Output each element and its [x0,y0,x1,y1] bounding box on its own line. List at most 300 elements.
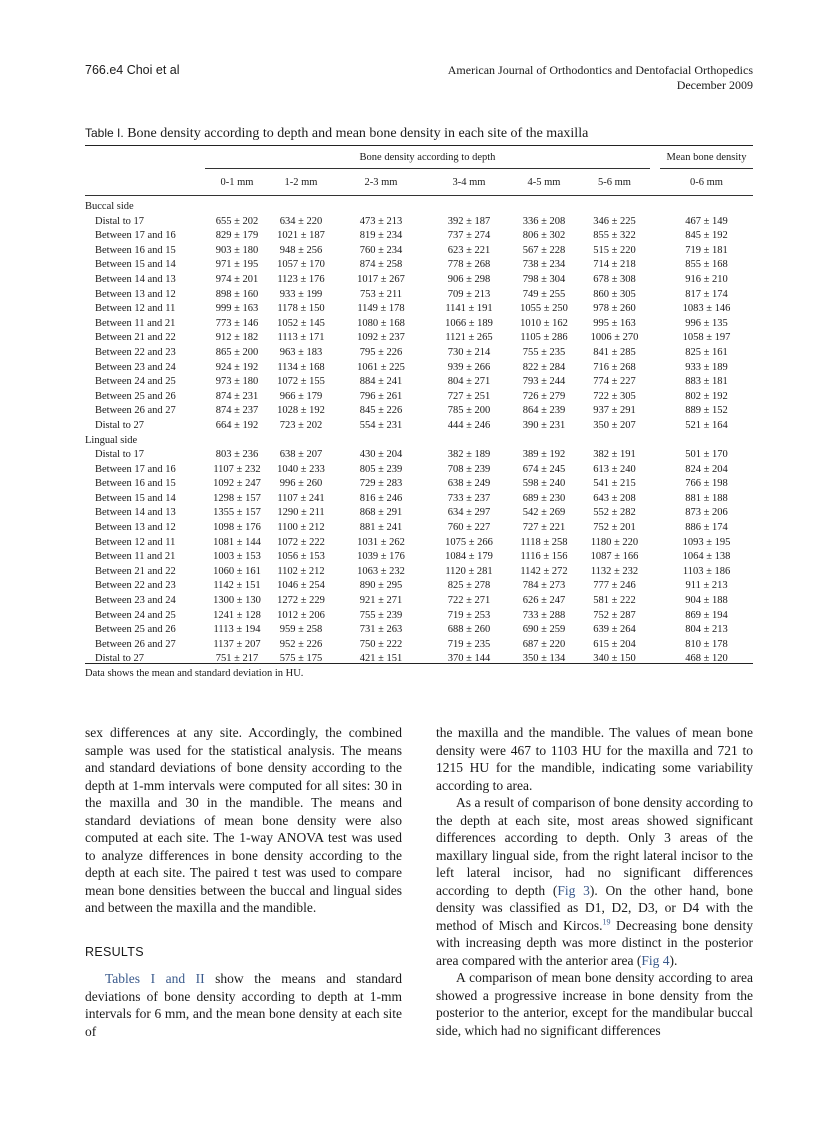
depth-value-cell: 1272 ± 229 [277,595,325,607]
depth-value-cell: 864 ± 239 [522,405,566,417]
depth-value-cell: 515 ± 220 [593,244,636,256]
depth-value-cell: 1010 ± 162 [520,317,568,329]
column-gap [650,550,660,565]
depth-value-cell: 819 ± 234 [359,230,403,242]
column-gap [650,463,660,478]
depth-value-cell: 719 ± 253 [447,609,491,621]
depth-value-cell: 689 ± 230 [522,492,566,504]
table-row [85,375,753,390]
depth-value-cell: 340 ± 150 [593,653,636,665]
table-row [85,288,753,303]
depth-value-cell: 690 ± 259 [522,624,566,636]
depth-value-cell: 959 ± 258 [279,624,323,636]
results-paragraph [85,970,402,1040]
depth-value-cell: 655 ± 202 [215,215,259,227]
depth-value-cell: 350 ± 134 [522,653,566,665]
column-gap [650,492,660,507]
reference-19-link[interactable]: 19 [602,917,611,926]
depth-value-cell: 1107 ± 241 [277,492,325,504]
site-cell: Between 13 and 12 [95,522,176,534]
depth-value-cell: 795 ± 226 [359,346,403,358]
depth-value-cell: 723 ± 202 [279,419,323,431]
results-continued-paragraph: the maxilla and the mandible. The values of mean bone density were 467 to 1103 HU for the maxilla and 721 to 1215 HU for the mandible, indicating some variability according to area. [436,725,753,793]
depth-value-cell: 613 ± 240 [593,463,636,475]
depth-value-cell: 1075 ± 266 [445,536,493,548]
mean-value-cell: 766 ± 198 [685,478,728,490]
depth-value-cell: 1123 ± 176 [277,273,325,285]
col-header-0-6: 0-6 mm [690,177,723,188]
mean-value-cell: 1064 ± 138 [682,551,731,563]
depth-value-cell: 1084 ± 179 [445,551,493,563]
column-gap [650,346,660,361]
depth-value-cell: 634 ± 297 [447,507,491,519]
col-header-5-6: 5-6 mm [598,177,631,188]
depth-value-cell: 688 ± 260 [447,624,491,636]
site-cell: Between 15 and 14 [95,492,176,504]
column-gap [650,638,660,653]
depth-value-cell: 939 ± 266 [447,361,491,373]
column-gap [650,565,660,580]
depth-value-cell: 1063 ± 232 [357,565,405,577]
depth-value-cell: 1031 ± 262 [357,536,405,548]
table-top-rule [85,145,753,146]
column-gap [650,594,660,609]
depth-value-cell: 884 ± 241 [359,376,403,388]
depth-value-cell: 1355 ± 157 [213,507,261,519]
depth-value-cell: 1055 ± 250 [520,303,568,315]
depth-value-cell: 995 ± 163 [593,317,636,329]
depth-value-cell: 1039 ± 176 [357,551,405,563]
table-row [85,419,753,434]
depth-value-cell: 1072 ± 155 [277,376,325,388]
depth-value-cell: 1060 ± 161 [213,565,261,577]
depth-value-cell: 760 ± 234 [359,244,403,256]
depth-value-cell: 1092 ± 237 [357,332,405,344]
depth-value-cell: 541 ± 215 [593,478,636,490]
depth-value-cell: 924 ± 192 [215,361,259,373]
depth-value-cell: 554 ± 231 [359,419,403,431]
mean-value-cell: 817 ± 174 [685,288,728,300]
depth-value-cell: 798 ± 304 [522,273,566,285]
mean-value-cell: 845 ± 192 [685,230,728,242]
depth-value-cell: 777 ± 246 [593,580,636,592]
depth-value-cell: 937 ± 291 [593,405,636,417]
site-cell: Between 17 and 16 [95,463,176,475]
mean-value-cell: 810 ± 178 [685,638,728,650]
depth-value-cell: 822 ± 284 [522,361,566,373]
column-gap [650,229,660,244]
depth-value-cell: 1052 ± 145 [277,317,325,329]
depth-value-cell: 733 ± 288 [522,609,566,621]
table-row [85,652,753,667]
depth-value-cell: 390 ± 231 [522,419,566,431]
depth-value-cell: 638 ± 249 [447,478,491,490]
depth-value-cell: 615 ± 204 [593,638,636,650]
depth-value-cell: 552 ± 282 [593,507,636,519]
mean-value-cell: 881 ± 188 [685,492,728,504]
mean-value-cell: 904 ± 188 [685,595,728,607]
depth-value-cell: 714 ± 218 [593,259,636,271]
group-header-depth: Bone density according to depth [359,152,496,163]
depth-value-cell: 1046 ± 254 [277,580,325,592]
running-header-right [448,63,753,93]
table-row [85,550,753,565]
results-text: show the means and standard deviations of bone density according to depth at 1-mm intervals for 6 mm, and the mean bone density at each site of [85,971,402,1039]
body-column-right [436,724,753,1039]
table-row [85,390,753,405]
depth-value-cell: 1017 ± 267 [357,273,405,285]
depth-value-cell: 1105 ± 286 [520,332,568,344]
column-gap [650,419,660,434]
depth-value-cell: 473 ± 213 [359,215,403,227]
section-label: Buccal side [85,201,134,212]
depth-value-cell: 755 ± 235 [522,346,566,358]
depth-value-cell: 1132 ± 232 [590,565,639,577]
col-header-2-3: 2-3 mm [364,177,398,188]
depth-value-cell: 708 ± 239 [447,463,491,475]
depth-value-cell: 806 ± 302 [522,230,566,242]
depth-value-cell: 971 ± 195 [215,259,259,271]
depth-value-cell: 1092 ± 247 [213,478,261,490]
depth-value-cell: 785 ± 200 [447,405,491,417]
depth-value-cell: 1113 ± 194 [213,624,261,636]
depth-value-cell: 346 ± 225 [593,215,636,227]
table-row [85,215,753,230]
depth-value-cell: 774 ± 227 [593,376,636,388]
running-header-left: 766.e4 Choi et al [85,63,180,77]
depth-value-cell: 868 ± 291 [359,507,403,519]
depth-value-cell: 966 ± 179 [279,390,323,402]
depth-value-cell: 974 ± 201 [215,273,259,285]
site-cell: Between 11 and 21 [95,317,176,329]
depth-value-cell: 733 ± 237 [447,492,491,504]
depth-value-cell: 784 ± 273 [522,580,566,592]
depth-value-cell: 999 ± 163 [215,303,259,315]
depth-value-cell: 903 ± 180 [215,244,259,256]
site-cell: Between 15 and 14 [95,259,176,271]
results-heading: RESULTS [85,944,144,959]
table-row [85,448,753,463]
depth-value-cell: 753 ± 211 [359,288,403,300]
methods-paragraph: sex differences at any site. Accordingly, the combined sample was used for the statistical analysis. The means and standard deviations of bone density according to the depth at 1-mm intervals were computed for all sites: 30 in the maxilla and 30 in the mandible. The means and standard deviations of mean bone density were also computed at each site. The 1-way ANOVA test was used to analyze differences in bone density according to the depth at each site. The paired t test was used to compare mean bone densities between the buccal and lingual sides and between the maxilla and the mandible. [85,725,402,915]
col-header-1-2: 1-2 mm [284,177,318,188]
depth-value-cell: 1006 ± 270 [590,332,639,344]
table-row [85,258,753,273]
depth-value-cell: 382 ± 191 [593,449,636,461]
depth-value-cell: 421 ± 151 [359,653,403,665]
table-row [85,361,753,376]
table-label: Table I. [85,126,124,140]
mean-value-cell: 911 ± 213 [685,580,728,592]
site-cell: Between 25 and 26 [95,390,176,402]
journal-name: American Journal of Orthodontics and Dentofacial Orthopedics [447,63,753,77]
table-row [85,565,753,580]
depth-value-cell: 382 ± 189 [447,449,491,461]
depth-value-cell: 825 ± 278 [447,580,491,592]
site-cell: Between 22 and 23 [95,580,176,592]
depth-comparison-paragraph [436,794,753,969]
depth-value-cell: 1118 ± 258 [520,536,568,548]
column-gap [650,244,660,259]
depth-value-cell: 542 ± 269 [522,507,566,519]
depth-value-cell: 1087 ± 166 [590,551,639,563]
depth-value-cell: 1012 ± 206 [277,609,325,621]
depth-value-cell: 755 ± 239 [359,609,403,621]
depth-value-cell: 643 ± 208 [593,492,636,504]
column-gap [650,579,660,594]
column-gap [650,536,660,551]
section-label: Lingual side [85,434,138,446]
depth-value-cell: 1298 ± 157 [213,492,261,504]
table-row [85,346,753,361]
table-title: Bone density according to depth and mean bone density in each site of the maxilla [127,126,589,141]
depth-value-cell: 738 ± 234 [522,259,566,271]
column-gap [650,521,660,536]
depth-value-cell: 749 ± 255 [522,288,566,300]
depth-value-cell: 1003 ± 153 [213,551,261,563]
depth-value-cell: 752 ± 201 [593,522,636,534]
table-row [85,638,753,653]
depth-value-cell: 1121 ± 265 [445,332,493,344]
table-row [85,521,753,536]
table-row [85,302,753,317]
table-row [85,579,753,594]
table-row [85,492,753,507]
mean-value-cell: 1058 ± 197 [682,332,731,344]
mean-value-cell: 855 ± 168 [685,259,728,271]
depth-value-cell: 793 ± 244 [522,376,566,388]
depth-value-cell: 726 ± 279 [522,390,566,402]
depth-value-cell: 678 ± 308 [593,273,636,285]
depth-value-cell: 1178 ± 150 [277,303,325,315]
depth-value-cell: 674 ± 245 [522,463,566,475]
table-row [85,594,753,609]
depth-value-cell: 874 ± 231 [215,390,259,402]
site-cell: Between 23 and 24 [95,361,176,373]
site-cell: Between 11 and 21 [95,551,176,563]
depth-value-cell: 805 ± 239 [359,463,403,475]
depth-value-cell: 1142 ± 272 [520,565,568,577]
site-cell: Between 24 and 25 [95,609,176,621]
table-row [85,609,753,624]
table-footnote: Data shows the mean and standard deviation in HU. [85,668,304,679]
table-bottom-rule [85,663,753,664]
column-gap [650,317,660,332]
depth-value-cell: 626 ± 247 [522,595,566,607]
bone-density-table [85,200,753,667]
mean-value-cell: 883 ± 181 [685,376,728,388]
mean-value-cell: 521 ± 164 [685,419,728,431]
column-gap [650,258,660,273]
depth-value-cell: 716 ± 268 [593,361,636,373]
depth-value-cell: 727 ± 251 [447,390,491,402]
depth-value-cell: 865 ± 200 [215,346,259,358]
site-cell: Between 13 and 12 [95,288,176,300]
table-row [85,463,753,478]
depth-value-cell: 973 ± 180 [215,376,259,388]
depth-value-cell: 1113 ± 171 [277,332,325,344]
column-gap [650,448,660,463]
depth-value-cell: 1149 ± 178 [357,303,405,315]
depth-value-cell: 860 ± 305 [593,288,636,300]
body-column-left [85,724,402,1040]
mean-value-cell: 802 ± 192 [685,390,728,402]
column-gap [650,609,660,624]
tables-link[interactable]: Tables I and II [105,971,205,986]
section-row [85,200,753,215]
depth-value-cell: 1241 ± 128 [213,609,261,621]
site-cell: Between 22 and 23 [95,346,176,358]
depth-value-cell: 912 ± 182 [215,332,259,344]
mean-value-cell: 996 ± 135 [685,317,728,329]
table-header-rule [85,195,753,196]
depth-value-cell: 796 ± 261 [359,390,403,402]
site-cell: Distal to 17 [95,215,144,227]
depth-value-cell: 874 ± 237 [215,405,259,417]
mean-value-cell: 1103 ± 186 [682,565,731,577]
column-gap [650,273,660,288]
col-header-3-4: 3-4 mm [452,177,486,188]
depth-value-cell: 750 ± 222 [359,638,403,650]
depth-value-cell: 687 ± 220 [522,638,566,650]
table-row [85,536,753,551]
site-cell: Between 26 and 27 [95,638,176,650]
depth-value-cell: 709 ± 213 [447,288,491,300]
site-cell: Between 16 and 15 [95,244,176,256]
depth-value-cell: 804 ± 271 [447,376,491,388]
site-cell: Between 24 and 25 [95,376,176,388]
depth-value-cell: 881 ± 241 [359,522,403,534]
area-comparison-paragraph: A comparison of mean bone density according to area showed a progressive increase in bone density from the posterior to the anterior, except for the mandibular buccal side, which had no significant differences [436,970,753,1038]
column-gap [650,288,660,303]
depth-value-cell: 731 ± 263 [359,624,403,636]
depth-value-cell: 906 ± 298 [447,273,491,285]
depth-value-cell: 1100 ± 212 [277,522,325,534]
depth-value-cell: 952 ± 226 [279,638,323,650]
site-cell: Distal to 17 [95,449,144,461]
site-cell: Distal to 27 [95,419,144,431]
site-cell: Between 14 and 13 [95,507,176,519]
col-header-4-5: 4-5 mm [527,177,561,188]
depth-value-cell: 874 ± 258 [359,259,403,271]
depth-value-cell: 719 ± 235 [447,638,491,650]
mean-value-cell: 1083 ± 146 [682,303,731,315]
depth-value-cell: 751 ± 217 [215,653,259,665]
depth-value-cell: 729 ± 283 [359,478,403,490]
depth-value-cell: 567 ± 228 [522,244,566,256]
column-gap [650,375,660,390]
site-cell: Between 26 and 27 [95,405,176,417]
table-row [85,229,753,244]
depth-value-cell: 1066 ± 189 [445,317,493,329]
site-cell: Between 12 and 11 [95,536,176,548]
mean-value-cell: 804 ± 213 [685,624,728,636]
depth-value-cell: 1142 ± 151 [213,580,261,592]
depth-value-cell: 664 ± 192 [215,419,259,431]
column-gap [650,477,660,492]
depth-value-cell: 581 ± 222 [593,595,636,607]
mean-value-cell: 468 ± 120 [685,653,728,665]
depth-value-cell: 392 ± 187 [447,215,491,227]
depth-value-cell: 598 ± 240 [522,478,566,490]
site-cell: Between 23 and 24 [95,595,176,607]
table-row [85,331,753,346]
mean-value-cell: 501 ± 170 [685,449,728,461]
depth-value-cell: 1102 ± 212 [277,565,325,577]
column-gap [650,623,660,638]
column-gap [650,215,660,230]
fig3-link[interactable]: Fig 3 [557,882,590,898]
depth-value-cell: 727 ± 221 [522,522,566,534]
group-header-mean: Mean bone density [666,152,747,163]
column-gap [650,390,660,405]
depth-value-cell: 978 ± 260 [593,303,636,315]
mean-value-cell: 916 ± 210 [685,273,728,285]
depth-value-cell: 963 ± 183 [279,346,323,358]
fig4-link[interactable]: Fig 4 [641,952,670,968]
depth-value-cell: 1057 ± 170 [277,259,325,271]
depth-value-cell: 752 ± 287 [593,609,636,621]
paragraph-text: Decreasing bone density with increasing depth was more distinct in the posterior area compared with the anterior area ( [436,917,753,968]
depth-value-cell: 933 ± 199 [279,288,323,300]
depth-value-cell: 1056 ± 153 [277,551,325,563]
paragraph-text: ). [669,952,678,968]
site-cell: Between 21 and 22 [95,332,176,344]
depth-value-cell: 829 ± 179 [215,230,259,242]
depth-value-cell: 370 ± 144 [447,653,491,665]
depth-value-cell: 430 ± 204 [359,449,403,461]
table-row [85,273,753,288]
depth-value-cell: 1116 ± 156 [520,551,568,563]
depth-value-cell: 773 ± 146 [215,317,259,329]
mean-value-cell: 933 ± 189 [685,361,728,373]
depth-value-cell: 1080 ± 168 [357,317,405,329]
depth-value-cell: 921 ± 271 [359,595,403,607]
table-row [85,244,753,259]
depth-value-cell: 639 ± 264 [593,624,636,636]
issue-date: December 2009 [676,78,753,92]
table-row [85,477,753,492]
mean-value-cell: 889 ± 152 [685,405,728,417]
site-cell: Between 16 and 15 [95,478,176,490]
depth-value-cell: 1290 ± 211 [277,507,325,519]
depth-value-cell: 1040 ± 233 [277,463,325,475]
column-gap [650,331,660,346]
table-row [85,506,753,521]
depth-value-cell: 444 ± 246 [447,419,491,431]
site-cell: Between 17 and 16 [95,230,176,242]
depth-value-cell: 1098 ± 176 [213,522,261,534]
depth-value-cell: 634 ± 220 [279,215,323,227]
depth-value-cell: 638 ± 207 [279,449,323,461]
column-gap [650,404,660,419]
depth-value-cell: 845 ± 226 [359,405,403,417]
depth-value-cell: 1134 ± 168 [277,361,325,373]
depth-value-cell: 1107 ± 232 [213,463,261,475]
mean-value-cell: 719 ± 181 [685,244,728,256]
depth-value-cell: 623 ± 221 [447,244,491,256]
section-row [85,434,753,449]
depth-value-cell: 1120 ± 281 [445,565,493,577]
depth-value-cell: 1081 ± 144 [213,536,261,548]
depth-value-cell: 737 ± 274 [447,230,491,242]
depth-value-cell: 1300 ± 130 [213,595,261,607]
depth-value-cell: 1021 ± 187 [277,230,325,242]
depth-value-cell: 948 ± 256 [279,244,323,256]
mean-value-cell: 873 ± 206 [685,507,728,519]
depth-value-cell: 730 ± 214 [447,346,491,358]
depth-value-cell: 350 ± 207 [593,419,636,431]
